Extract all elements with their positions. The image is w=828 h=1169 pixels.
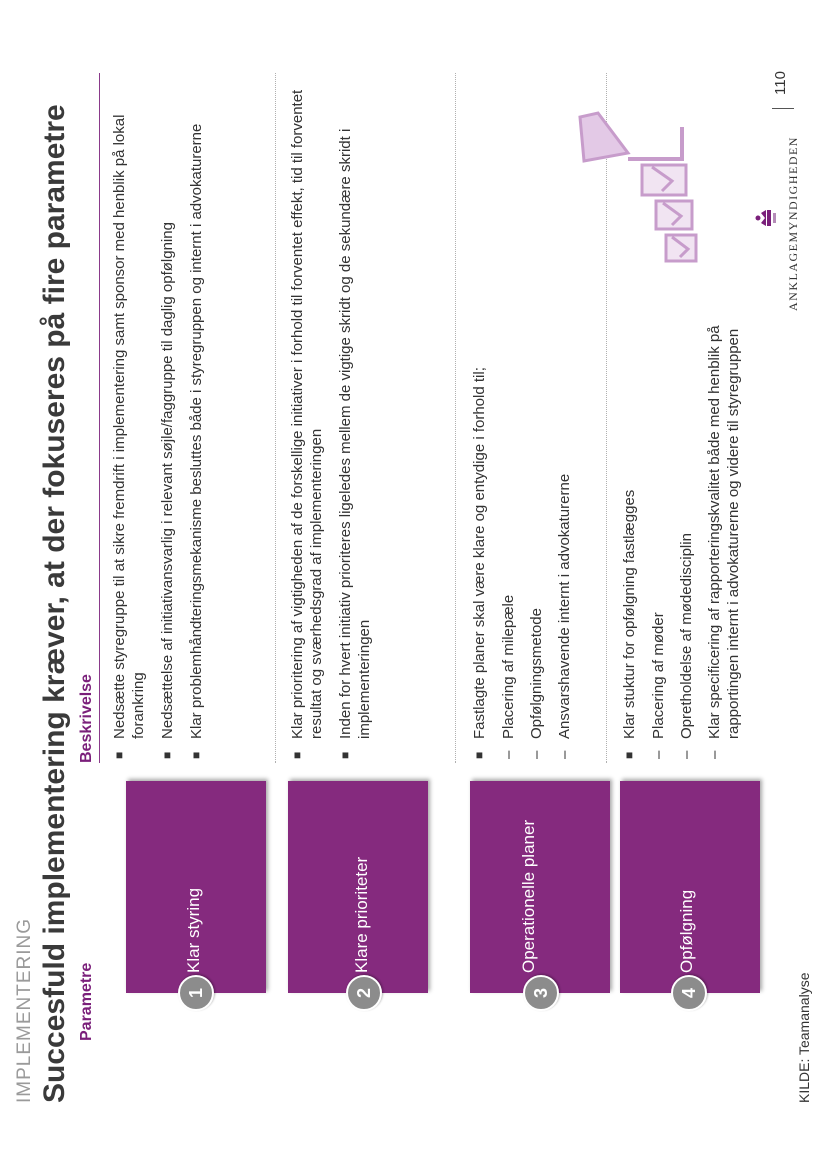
description-block-1: [110, 71, 216, 761]
bullet-icon: ■: [622, 751, 636, 759]
sub-item: – Ansvarshavende internt i advokaturerne: [556, 473, 573, 759]
dash-icon: –: [650, 750, 667, 759]
bullet-icon: ■: [160, 751, 174, 759]
parameter-label: Opfølgning: [677, 889, 696, 973]
parameter-number-badge: 4: [671, 975, 707, 1011]
section-label: IMPLEMENTERING: [14, 917, 35, 1103]
sub-item: – Opretholdelse af mødedisciplin: [678, 533, 695, 759]
row-divider: [455, 73, 456, 763]
bullet-item: ■ Klar problemhåndteringsmekanisme besluttes både i styregruppen og internt i advokaturerne: [188, 123, 205, 759]
logo-text: ANKLAGEMYNDIGHEDEN: [786, 136, 800, 311]
checklist-illustration-icon: [570, 99, 720, 269]
parameter-number-badge: 2: [346, 975, 382, 1011]
row-divider: [275, 73, 276, 763]
bullet-icon: ■: [338, 751, 352, 759]
parameter-number-badge: 3: [523, 975, 559, 1011]
sub-item: – Placering af milepæle: [500, 594, 517, 759]
dash-icon: –: [528, 750, 545, 759]
bullet-icon: ■: [472, 751, 486, 759]
description-block-4: [620, 301, 752, 761]
source-note: KILDE: Teamanalyse: [796, 972, 812, 1103]
page-number-divider: [772, 108, 794, 109]
description-block-2: [288, 71, 384, 761]
dash-icon: –: [556, 750, 573, 759]
dash-icon: –: [678, 750, 695, 759]
bullet-item: ■ Inden for hvert initiativ prioriteres ligeledes mellem de vigtige skridt og de sekundære skridt i implementeringen: [337, 128, 373, 759]
bullet-item: ■ Nedsætte styregruppe til at sikre fremdrift i implementering samt sponsor med henblik på lokal forankring: [111, 114, 147, 759]
sub-item: – Placering af møder: [650, 612, 667, 759]
page-number: 110: [772, 71, 789, 95]
crown-icon: [754, 207, 780, 229]
parameter-box-3: [470, 781, 610, 993]
sub-item: – Klar specificering af rapporteringskvalitet både med henblik på rapportingen internt i advokaturerne og videre til styregruppen: [706, 325, 742, 759]
bullet-icon: ■: [112, 751, 126, 759]
sub-item: – Opfølgningsmetode: [528, 608, 545, 759]
parameter-column-header: Parametre: [78, 962, 95, 1041]
parameter-label: Operationelle planer: [519, 819, 538, 973]
parameter-number-badge: 1: [178, 975, 214, 1011]
bullet-icon: ■: [189, 751, 203, 759]
header-divider: [99, 73, 100, 763]
bullet-item: ■ Klar prioritering af vigtigheden af de forskellige initiativer i forhold til forventet effekt, tid til forventet resultat og sværhedsgrad af implementeringen: [289, 89, 325, 759]
dash-icon: –: [706, 750, 723, 759]
bullet-icon: ■: [290, 751, 304, 759]
footer-logo: [746, 109, 806, 349]
page-title: Succesfuld implementering kræver, at der fokuseres på fire parametre: [38, 104, 71, 1103]
description-block-3: [470, 71, 583, 761]
dash-icon: –: [500, 750, 517, 759]
bullet-item: ■ Klar stuktur for opfølgning fastlægges: [621, 489, 638, 759]
description-column-header: Beskrivelse: [78, 674, 95, 763]
bullet-item: ■ Nedsættelse af initiativansvarlig i relevant søjle/faggruppe til daglig opfølgning: [159, 222, 176, 759]
parameter-label: Klare prioriteter: [352, 856, 371, 973]
parameter-label: Klar styring: [184, 887, 203, 973]
bullet-item: ■ Fastlagte planer skal være klare og entydige i forhold til;: [471, 367, 488, 759]
